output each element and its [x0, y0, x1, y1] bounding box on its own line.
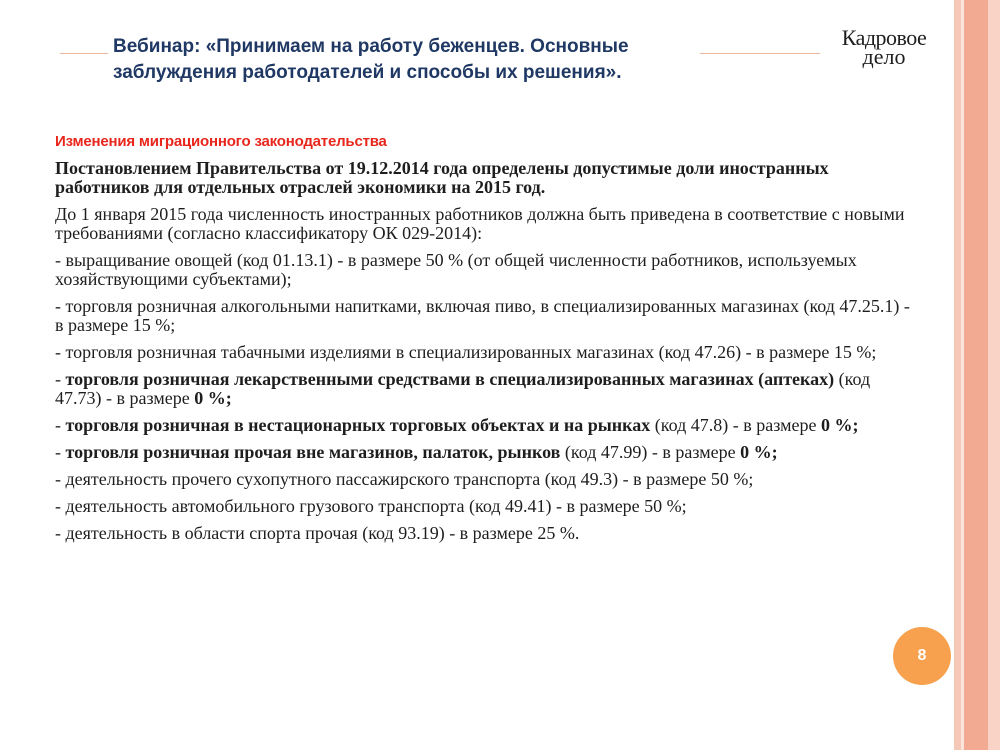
- slide-content: [55, 159, 915, 551]
- intro-paragraph: До 1 января 2015 года численность иностранных работников должна быть приведена в соответствие с новыми требованиями (согласно классификатору ОК 029-2014):: [55, 204, 905, 243]
- title-line-2: заблуждения работодателей и способы их решения».: [113, 62, 622, 83]
- header-rule-left: [60, 53, 108, 54]
- list-item: - выращивание овощей (код 01.13.1) - в размере 50 % (от общей численности работников, используемых хозяйствующими субъектами);: [55, 250, 857, 289]
- page-number: 8: [917, 647, 927, 664]
- list-item: - деятельность автомобильного грузового транспорта (код 49.41) - в размере 50 %;: [55, 496, 687, 516]
- list-item: - торговля розничная прочая вне магазинов, палаток, рынков (код 47.99) - в размере 0 %;: [55, 442, 778, 462]
- list-item: - деятельность в области спорта прочая (код 93.19) - в размере 25 %.: [55, 523, 580, 543]
- list-item: - торговля розничная алкогольными напитками, включая пиво, в специализированных магазинах (код 47.25.1) - в размере 15 %;: [55, 296, 910, 335]
- title-line-1: Вебинар: «Принимаем на работу беженцев. Основные: [113, 36, 629, 57]
- decorative-stripe: [988, 0, 1000, 750]
- list-item: - торговля розничная табачными изделиями в специализированных магазинах (код 47.26) - в размере 15 %;: [55, 342, 877, 362]
- decorative-stripe: [964, 0, 988, 750]
- lead-paragraph: Постановлением Правительства от 19.12.2014 года определены допустимые доли иностранных работников для отдельных отраслей экономики на 2015 год.: [55, 158, 829, 197]
- list-item: - деятельность прочего сухопутного пассажирского транспорта (код 49.3) - в размере 50 %;: [55, 469, 754, 489]
- list-item: - торговля розничная лекарственными средствами в специализированных магазинах (аптеках) (код 47.73) - в размере 0 %;: [55, 369, 871, 408]
- page-number-badge: [893, 627, 951, 685]
- logo-line-2: дело: [862, 44, 906, 69]
- page-title: [113, 34, 753, 86]
- decorative-stripe: [954, 0, 961, 750]
- list-item: - торговля розничная в нестационарных торговых объектах и на рынках (код 47.8) - в размере 0 %;: [55, 415, 859, 435]
- kadrovoe-delo-logo: [830, 25, 938, 69]
- section-heading: Изменения миграционного законодательства: [55, 133, 387, 150]
- logo-line-1: Кадровое: [841, 25, 927, 50]
